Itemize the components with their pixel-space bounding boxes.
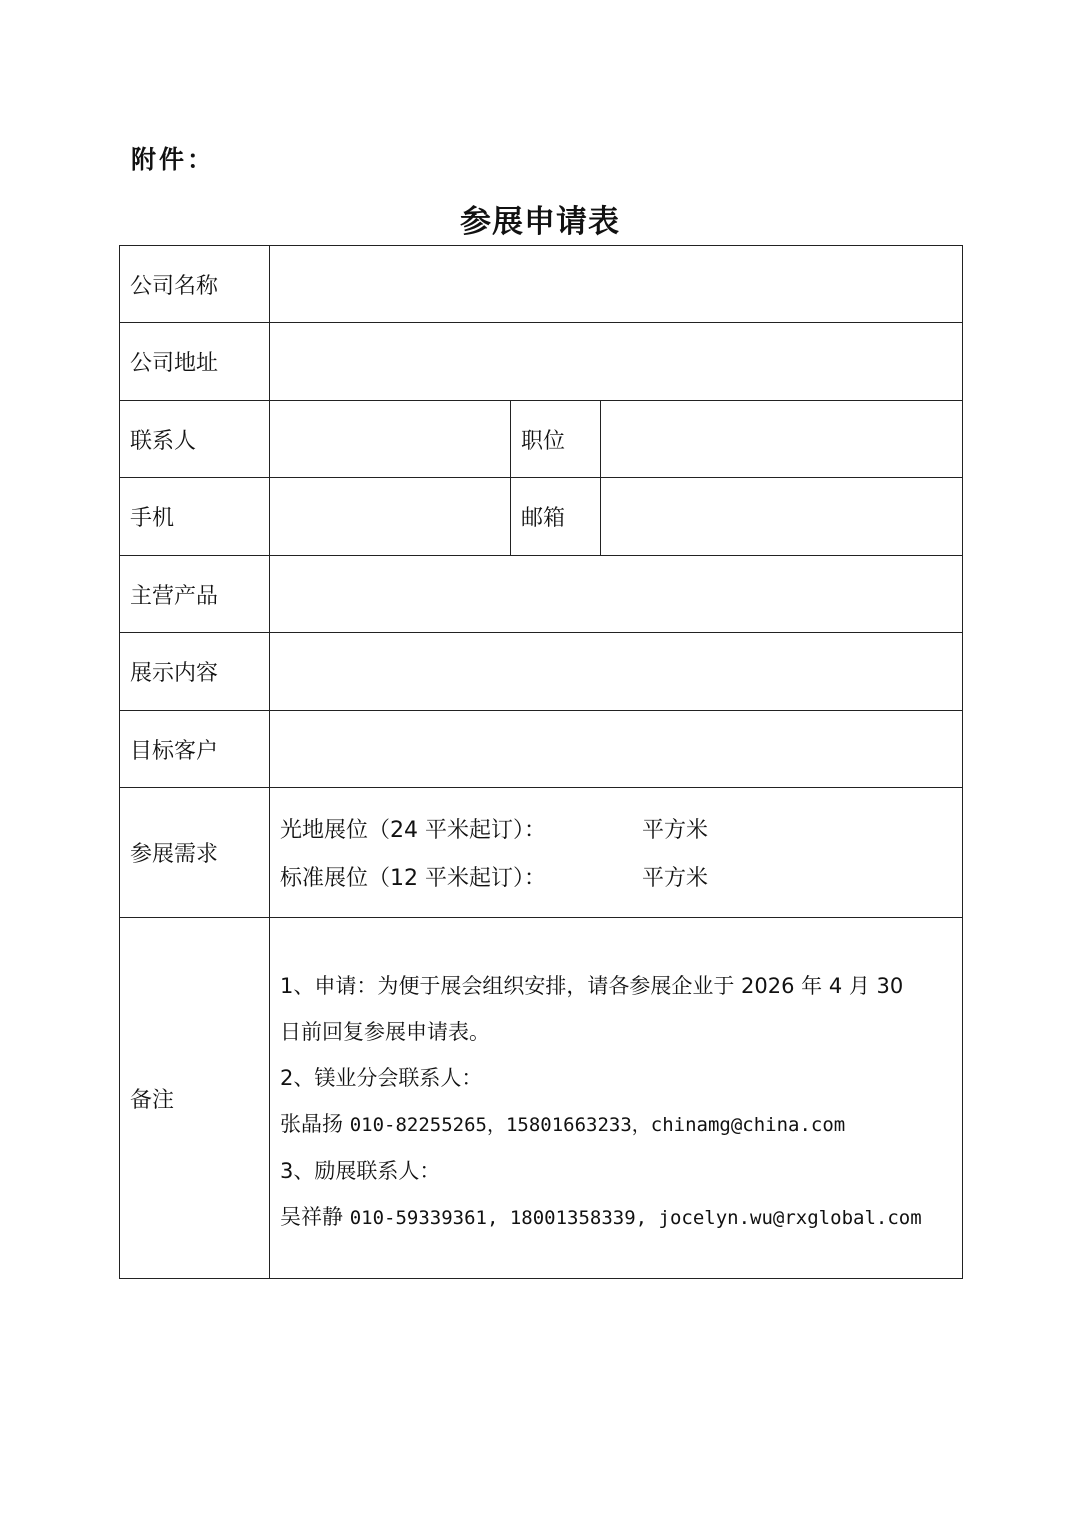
standard-booth-label: 标准展位（12 平米起订）： [280, 866, 546, 891]
remarks-row [120, 918, 963, 1279]
company-name-label: 公司名称 [120, 246, 270, 323]
company-name-row [120, 246, 963, 323]
remarks-block [280, 955, 962, 1241]
contact-field[interactable] [270, 401, 511, 478]
contact-details-1: 010-82255265，15801663233，chinamg@china.com [349, 1114, 846, 1136]
email-label: 邮箱 [511, 478, 601, 556]
raw-space-line [280, 805, 962, 853]
email-field[interactable] [601, 478, 963, 556]
target-customers-label: 目标客户 [120, 711, 270, 788]
company-address-field[interactable] [270, 323, 963, 401]
remark-line-6 [280, 1194, 952, 1241]
exhibits-label: 展示内容 [120, 633, 270, 711]
remark-line-1: 1、申请：为便于展会组织安排，请各参展企业于 2026 年 4 月 30 [280, 974, 904, 998]
contact-row [120, 401, 963, 478]
main-products-label: 主营产品 [120, 556, 270, 633]
remark-line-5: 3、励展联系人： [280, 1159, 441, 1183]
target-customers-row [120, 711, 963, 788]
remark-line-3: 2、镁业分会联系人： [280, 1066, 483, 1090]
contact-name-2: 吴祥静 [280, 1205, 350, 1229]
attachment-label: 附件： [131, 145, 216, 174]
standard-booth-line [280, 853, 962, 901]
raw-space-label: 光地展位（24 平米起订）： [280, 818, 546, 843]
requirements-row [120, 788, 963, 918]
main-products-field[interactable] [270, 556, 963, 633]
contact-name-1: 张晶扬 [280, 1112, 350, 1136]
exhibits-row [120, 633, 963, 711]
form-title: 参展申请表 [460, 204, 620, 240]
requirements-cell [270, 788, 963, 918]
standard-booth-unit: 平方米 [642, 866, 709, 891]
main-products-row [120, 556, 963, 633]
company-address-row [120, 323, 963, 401]
remarks-cell [270, 918, 963, 1279]
raw-space-unit: 平方米 [642, 818, 709, 843]
requirements-label: 参展需求 [120, 788, 270, 918]
exhibits-field[interactable] [270, 633, 963, 711]
remark-line-4 [280, 1101, 952, 1148]
remark-line-2: 日前回复参展申请表。 [280, 1020, 490, 1044]
contact-label: 联系人 [120, 401, 270, 478]
phone-field[interactable] [270, 478, 511, 556]
position-label: 职位 [511, 401, 601, 478]
target-customers-field[interactable] [270, 711, 963, 788]
phone-label: 手机 [120, 478, 270, 556]
company-name-field[interactable] [270, 246, 963, 323]
phone-row [120, 478, 963, 556]
contact-details-2: 010-59339361, 18001358339, jocelyn.wu@rxglobal.com [349, 1207, 922, 1229]
remarks-label: 备注 [120, 918, 270, 1279]
position-field[interactable] [601, 401, 963, 478]
company-address-label: 公司地址 [120, 323, 270, 401]
application-form-table [119, 245, 963, 1279]
